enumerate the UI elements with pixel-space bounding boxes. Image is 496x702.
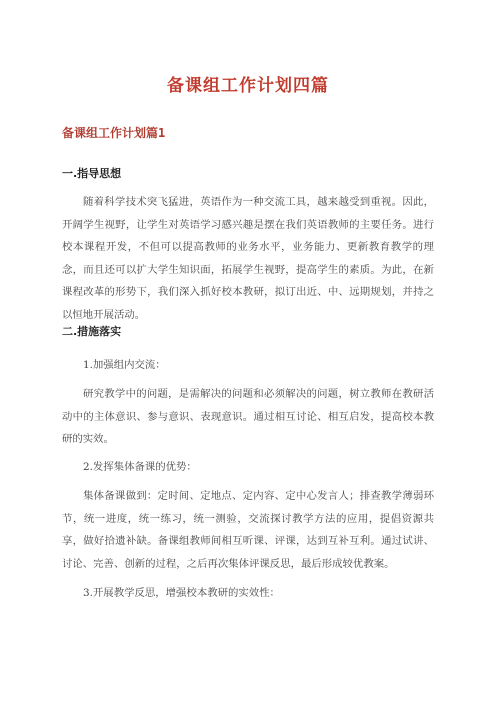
heading-guiding-thought: 一.指导思想: [62, 167, 122, 180]
document-title: 备课组工作计划四篇: [167, 76, 329, 96]
list-item-group-exchange: 1.加强组内交流：: [83, 359, 166, 371]
paragraph-collective-prep: 集体备课做到：定时间、定地点、定内容、定中心发言人；排查教学薄弱环节，统一进度，统一练习，统一测验，交流探讨教学方法的应用，提倡资源共享，做好拾遗补缺。备课组教师间相互听课、评课，达到互补互利。通过试讲、讨论、完善、创新的过程，之后再次集体评课反思，最后形成较优教案。: [62, 490, 434, 570]
heading-measures: 二.措施落实: [62, 325, 122, 338]
section-title: 备课组工作计划篇1: [62, 126, 166, 140]
list-item-collective-prep: 2.发挥集体备课的优势：: [83, 461, 197, 473]
paragraph-group-exchange: 研究教学中的问题，是需解决的问题和必须解决的问题，树立教师在教研活动中的主体意识、参与意识、表现意识。通过相互讨论、相互启发，提高校本教研的实效。: [62, 388, 434, 445]
paragraph-guiding-thought: 随着科学技术突飞猛进，英语作为一种交流工具，越来越受到重视。因此，开阔学生视野，让学生对英语学习感兴趣是摆在我们英语教师的主要任务。进行校本课程开发，不但可以提高教师的业务水平，业务能力、更新教育教学的理念，而且还可以扩大学生知识面，拓展学生视野，提高学生的素质。为此，在新课程改革的形势下，我们深入抓好校本教研，拟订出近、中、远期规划，并持之以恒地开展活动。: [62, 196, 434, 321]
list-item-teaching-reflection: 3.开展教学反思，增强校本教研的实效性：: [83, 587, 280, 599]
